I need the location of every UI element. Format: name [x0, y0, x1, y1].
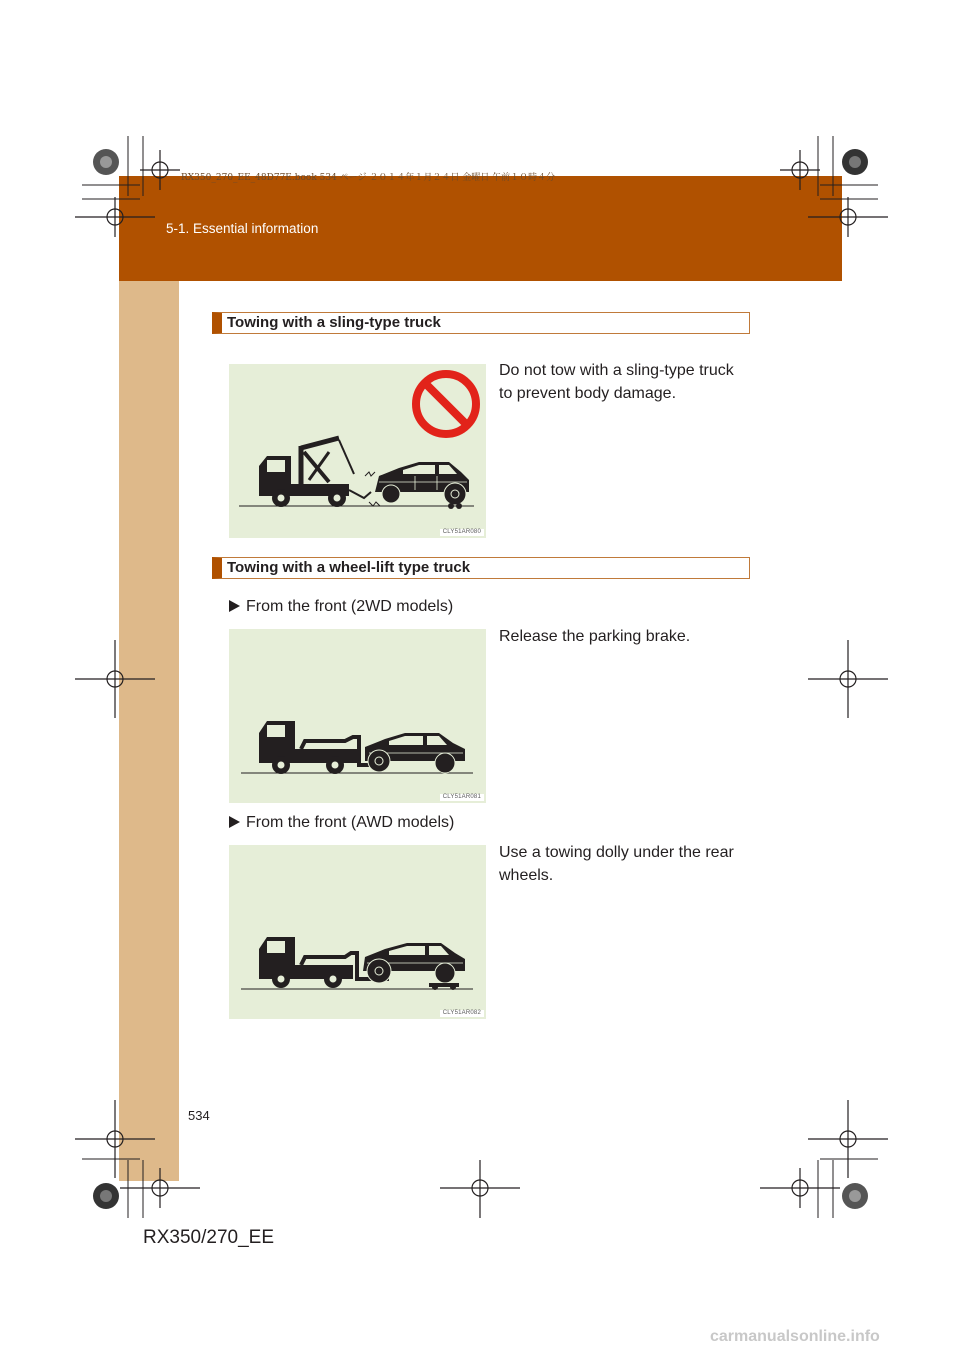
- watermark: carmanualsonline.info: [710, 1328, 880, 1345]
- instruction-text: Use a towing dolly under the rear wheels.: [499, 844, 734, 884]
- instruction-text: Release the parking brake.: [499, 628, 691, 645]
- section-heading-sling: Towing with a sling-type truck: [212, 312, 750, 334]
- section-heading-wheel-lift: Towing with a wheel-lift type truck: [212, 557, 750, 579]
- registration-mark-icon: [75, 150, 888, 1218]
- bullet-label: From the front (2WD models): [246, 598, 454, 615]
- section-title: 5-1. Essential information: [166, 221, 319, 236]
- footer-model: RX350/270_EE: [143, 1227, 274, 1248]
- figure-code: CLY51AR081: [440, 794, 484, 801]
- print-slug: RX350_270_EE_48D77E.book 534 ページ ２０１４年１月２４日 金曜日 午前１０時４分: [181, 173, 556, 183]
- bullet-label: From the front (AWD models): [246, 814, 455, 831]
- figure-code: CLY51AR082: [440, 1010, 484, 1017]
- instruction-text: Do not tow with a sling-type truck to prevent body damage.: [499, 362, 734, 402]
- color-target-icon: [93, 149, 868, 1209]
- figure-code: CLY51AR080: [440, 529, 484, 536]
- page-number: 534: [188, 1108, 210, 1123]
